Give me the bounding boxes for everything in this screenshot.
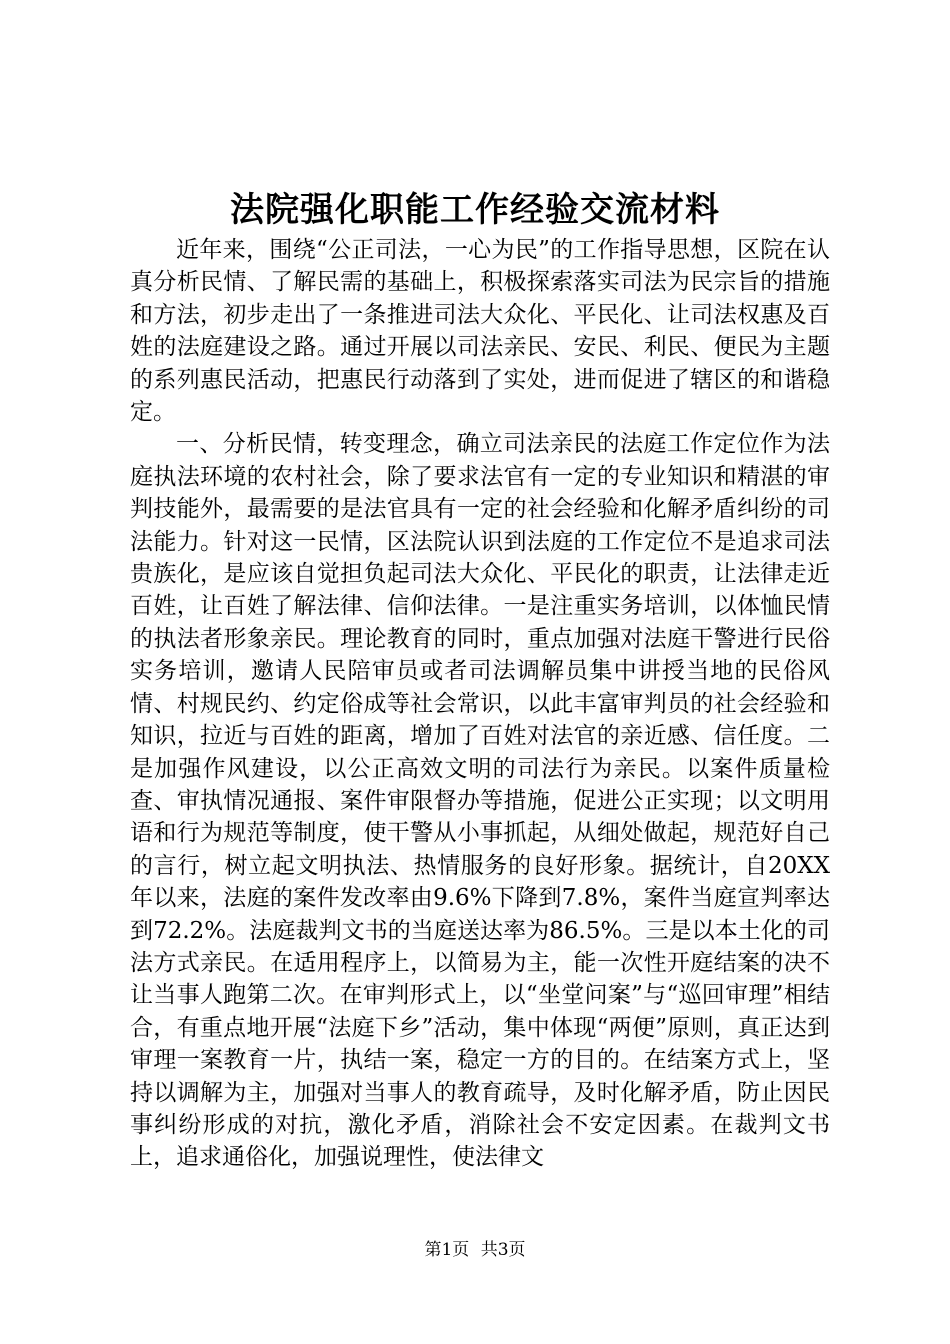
paragraph-section-one: 一、分析民情，转变理念，确立司法亲民的法庭工作定位作为法庭执法环境的农村社会，除了要求法官有一定的专业知识和精湛的审判技能外，最需要的是法官具有一定的社会经验和化解矛盾纠纷的司法能力。针对这一民情，区法院认识到法庭的工作定位不是追求司法贵族化，是应该自觉担负起司法大众化、平民化的职责，让法律走近百姓，让百姓了解法律、信仰法律。一是注重实务培训，以体恤民情的执法者形象亲民。理论教育的同时，重点加强对法庭干警进行民俗实务培训，邀请人民陪审员或者司法调解员集中讲授当地的民俗风情、村规民约、约定俗成等社会常识，以此丰富审判员的社会经验和知识，拉近与百姓的距离，增加了百姓对法官的亲近感、信任度。二是加强作风建设，以公正高效文明的司法行为亲民。以案件质量检查、审执情况通报、案件审限督办等措施，促进公正实现；以文明用语和行为规范等制度，使干警从小事抓起，从细处做起，规范好自己的言行，树立起文明执法、热情服务的良好形象。据统计，自20XX年以来，法庭的案件发改率由9.6%下降到7.8%，案件当庭宣判率达到72.2%。法庭裁判文书的当庭送达率为86.5%。三是以本土化的司法方式亲民。在适用程序上，以简易为主，能一次性开庭结案的决不让当事人跑第二次。在审判形式上，以“坐堂问案”与“巡回审理”相结合，有重点地开展“法庭下乡”活动，集中体现“两便”原则，真正达到审理一案教育一片，执结一案，稳定一方的目的。在结案方式上，坚持以调解为主，加强对当事人的教育疏导，及时化解矛盾，防止因民事纠纷形成的对抗，激化矛盾，消除社会不安定因素。在裁判文书上，追求通俗化，加强说理性，使法律文 bbox=[130, 431, 830, 1171]
page-number: 第1页 bbox=[424, 1240, 470, 1260]
document-body bbox=[130, 234, 830, 1174]
page-total: 共3页 bbox=[480, 1240, 526, 1260]
document-title: 法院强化职能工作经验交流材料 bbox=[230, 190, 720, 230]
paragraph-intro: 近年来，围绕“公正司法，一心为民”的工作指导思想，区院在认真分析民情、了解民需的基础上，积极探索落实司法为民宗旨的措施和方法，初步走出了一条推进司法大众化、平民化、让司法权惠及百姓的法庭建设之路。通过开展以司法亲民、安民、利民、便民为主题的系列惠民活动，把惠民行动落到了实处，进而促进了辖区的和谐稳定。 bbox=[130, 237, 830, 426]
page-footer bbox=[0, 1238, 950, 1262]
